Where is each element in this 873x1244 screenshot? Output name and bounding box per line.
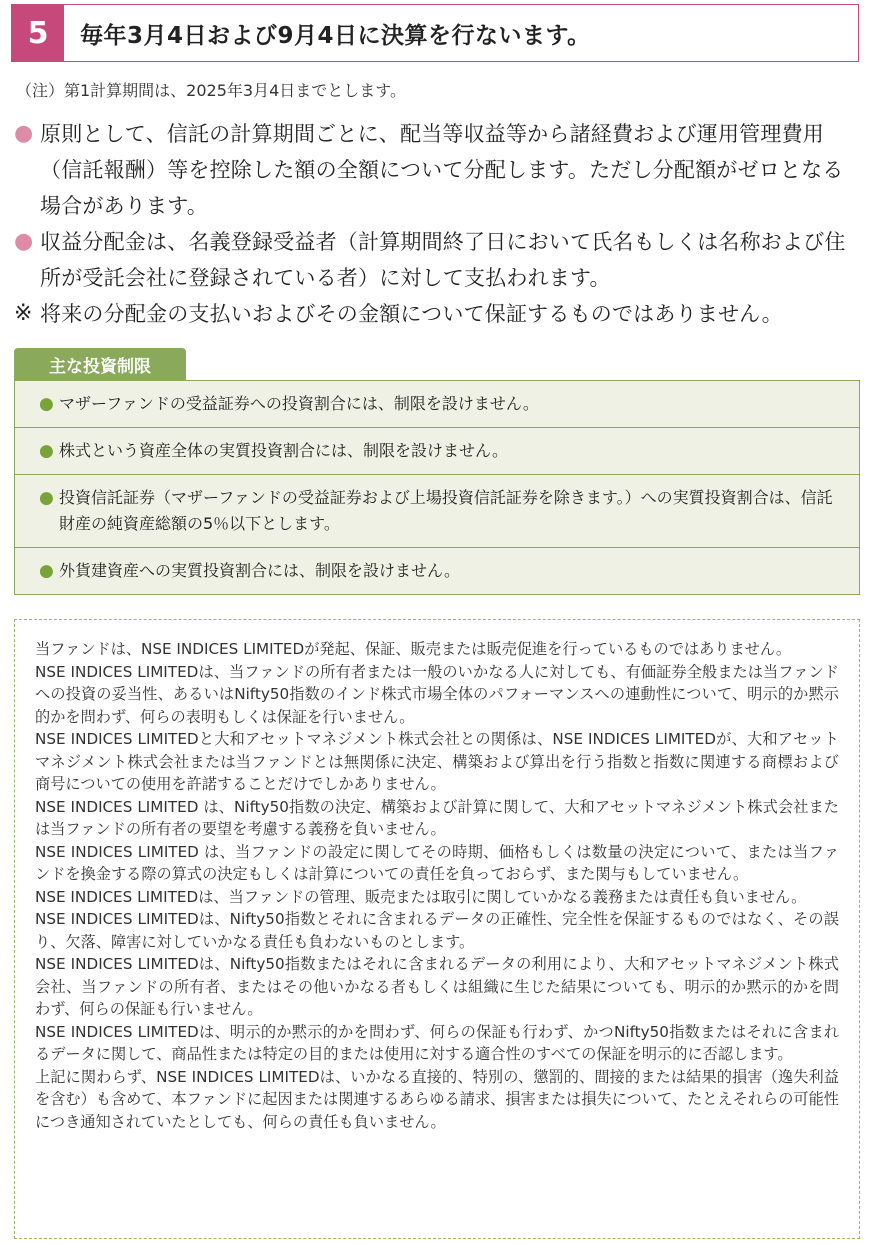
restrictions-box: [14, 380, 860, 595]
distribution-policy: [14, 116, 862, 332]
note-text: （注）第1計算期間は、2025年3月4日までとします。: [16, 81, 406, 100]
disclaimer-paragraph: NSE INDICES LIMITEDは、Nifty50指数とそれに含まれるデータの正確性、完全性を保証するものではなく、その誤り、欠落、障害に対していかなる責任も負わないものとします。: [35, 910, 839, 951]
section-title: 毎年3月4日および9月4日に決算を行ないます。: [80, 22, 591, 49]
disclaimer-box: [14, 619, 860, 1239]
disclaimer-paragraph: NSE INDICES LIMITED は、Nifty50指数の決定、構築および計算に関して、大和アセットマネジメント株式会社または当ファンドの所有者の要望を考慮する義務を負いません。: [35, 797, 839, 838]
green-bullet-icon: ●: [39, 441, 54, 461]
restriction-text: 株式という資産全体の実質投資割合には、制限を設けません。: [59, 441, 508, 460]
disclaimer-paragraph: NSE INDICES LIMITEDと大和アセットマネジメント株式会社との関係は、NSE INDICES LIMITEDが、大和アセットマネジメント株式会社または当ファンドとは無関係に決定、構築および算出を行う指数と指数に関連する商標および商号についての使用を許諾することだけでしかありません。: [35, 730, 839, 793]
disclaimer-paragraph: NSE INDICES LIMITED は、当ファンドの設定に関してその時期、価格もしくは数量の決定について、または当ファンドを換金する際の算式の決定もしくは計算についての責任を負っておらず、また関与もしていません。: [35, 842, 839, 883]
asterisk-mark: ※: [14, 301, 33, 326]
disclaimer-paragraph: 当ファンドは、NSE INDICES LIMITEDが発起、保証、販売または販売促進を行っているものではありません。: [35, 640, 792, 658]
restriction-text: 外貨建資産への実質投資割合には、制限を設けません。: [59, 561, 460, 580]
disclaimer-paragraph: NSE INDICES LIMITEDは、Nifty50指数またはそれに含まれるデータの利用により、大和アセットマネジメント株式会社、当ファンドの所有者、またはその他いかなる者もしくは組織に生じた結果についても、明示的か黙示的かを問わず、何らの保証も行いません。: [35, 955, 839, 1018]
green-bullet-icon: ●: [39, 394, 54, 414]
restriction-row: [15, 381, 859, 428]
disclaimer-paragraph: NSE INDICES LIMITEDは、当ファンドの所有者または一般のいかなる人に対しても、有価証券全般または当ファンドへの投資の妥当性、あるいはNifty50指数のインド株式市場全体のパフォーマンスへの連動性について、明示的か黙示的かを問わず、何らの表明もしくは保証を行いません。: [35, 662, 839, 726]
restriction-row: [15, 548, 859, 594]
list-item: [14, 224, 862, 296]
section-number: 5: [12, 5, 64, 61]
disclaimer-paragraph: NSE INDICES LIMITEDは、当ファンドの管理、販売または取引に関していかなる義務または責任も負いません。: [35, 887, 807, 906]
green-bullet-icon: ●: [39, 561, 54, 581]
pink-bullet-icon: ●: [14, 121, 34, 146]
disclaimer-paragraph: 上記に関わらず、NSE INDICES LIMITEDは、いかなる直接的、特別の、懲罰的、間接的または結果的損害（逸失利益を含む）も含めて、本ファンドに起因または関連するあらゆる請求、損害または損失について、たとえそれらの可能性につき通知されていたとしても、何らの責任も負いません。: [35, 1067, 839, 1131]
bullet-text: 原則として、信託の計算期間ごとに、配当等収益等から諸経費および運用管理費用（信託報酬）等を控除した額の全額について分配します。ただし分配額がゼロとなる場合があります。: [40, 122, 844, 218]
green-bullet-icon: ●: [39, 488, 54, 508]
bullet-text: 収益分配金は、名義登録受益者（計算期間終了日において氏名もしくは名称および住所が受託会社に登録されている者）に対して支払われます。: [40, 230, 846, 290]
restriction-text: マザーファンドの受益証券への投資割合には、制限を設けません。: [59, 394, 539, 413]
restriction-row: [15, 428, 859, 475]
restrictions-title: 主な投資制限: [14, 348, 186, 380]
warning-note: [14, 296, 862, 332]
restriction-text: 投資信託証券（マザーファンドの受益証券および上場投資信託証券を除きます。）への実質投資割合は、信託財産の純資産総額の5％以下とします。: [59, 488, 833, 533]
warning-text: 将来の分配金の支払いおよびその金額について保証するものではありません。: [40, 302, 783, 326]
disclaimer-paragraph: NSE INDICES LIMITEDは、明示的か黙示的かを問わず、何らの保証も行わず、かつNifty50指数またはそれに含まれるデータに関して、商品性または特定の目的または使用に対する適合性のすべての保証を明示的に否認します。: [35, 1022, 839, 1063]
restriction-row: [15, 475, 859, 548]
section-header: [11, 4, 859, 62]
pink-bullet-icon: ●: [14, 229, 34, 254]
list-item: [14, 116, 862, 224]
